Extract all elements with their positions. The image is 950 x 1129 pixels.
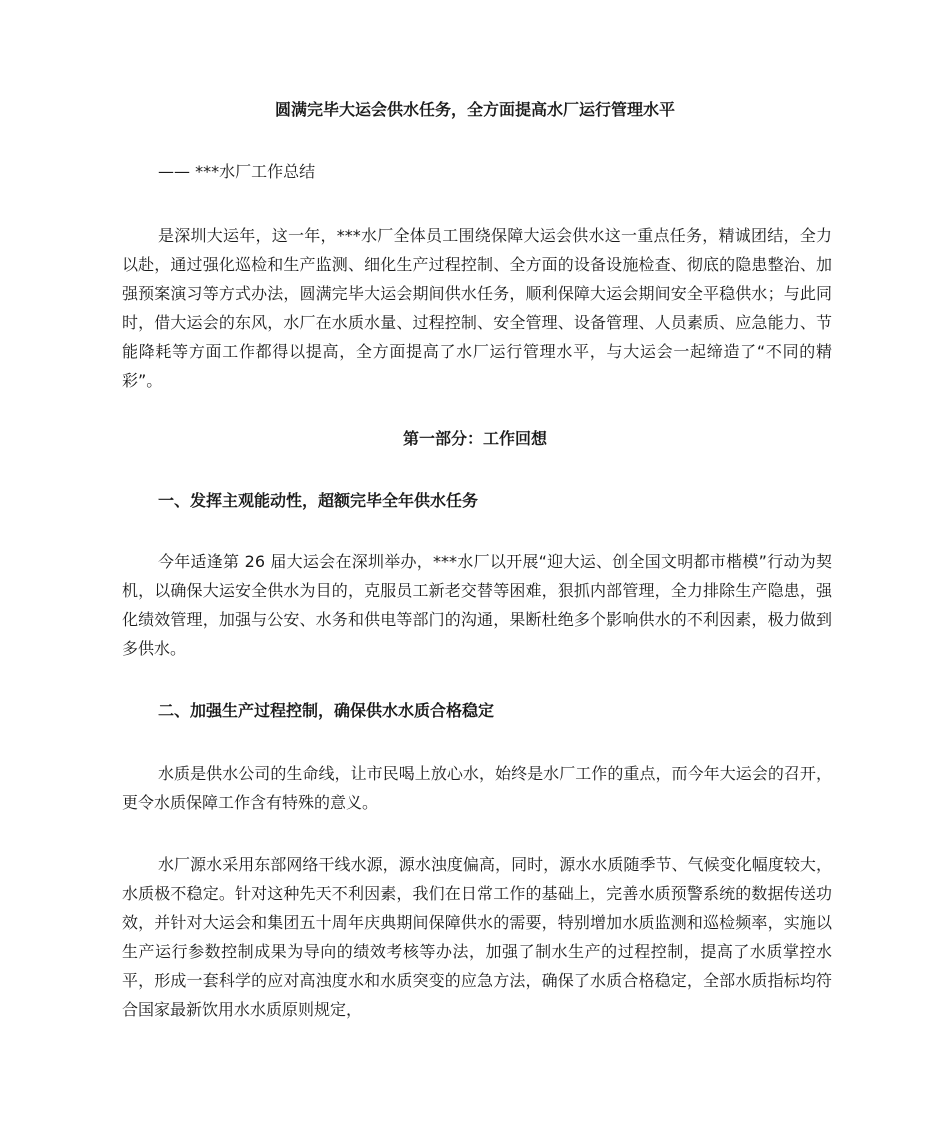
intro-paragraph: 是深圳大运年，这一年，***水厂全体员工围绕保障大运会供水这一重点任务，精诚团结，全力以赴，通过强化巡检和生产监测、细化生产过程控制、全方面的设备设施检查、彻底的隐患整治、加强预案演习等方式办法，圆满完毕大运会期间供水任务，顺利保障大运会期间安全平稳供水；与此同时，借大运会的东风，水厂在水质水量、过程控制、安全管理、设备管理、人员素质、应急能力、节能降耗等方面工作都得以提高，全方面提高了水厂运行管理水平，与大运会一起缔造了“不同的精彩”。 (122, 226, 832, 390)
paragraph-3: 水厂源水采用东部网络干线水源，源水浊度偏高，同时，源水水质随季节、气候变化幅度较大，水质极不稳定。针对这种先天不利因素，我们在日常工作的基础上，完善水质预警系统的数据传送功效，并针对大运会和集团五十周年庆典期间保障供水的需要，特别增加水质监测和巡检频率，实施以生产运行参数控制成果为导向的绩效考核等办法，加强了制水生产的过程控制，提高了水质掌控水平，形成一套科学的应对高浊度水和水质突变的应急方法，确保了水质合格稳定，全部水质指标均符合国家最新饮用水水质原则规定， (122, 855, 832, 1019)
paragraph-1: 今年适逢第 26 届大运会在深圳举办，***水厂以开展“迎大运、创全国文明都市楷模”行动为契机，以确保大运安全供水为目的，克服员工新老交替等困难，狠抓内部管理，全力排除生产隐患，强化绩效管理，加强与公安、水务和供电等部门的沟通，果断杜绝多个影响供水的不利因素，极力做到多供水。 (122, 552, 832, 658)
paragraph-2: 水质是供水公司的生命线，让市民喝上放心水，始终是水厂工作的重点，而今年大运会的召开，更令水质保障工作含有特殊的意义。 (122, 764, 832, 812)
heading-2: 二、加强生产过程控制，确保供水水质合格稳定 (158, 701, 495, 720)
heading-1: 一、发挥主观能动性，超额完毕全年供水任务 (158, 491, 479, 510)
document-subtitle: —— ***水厂工作总结 (158, 162, 316, 181)
section-heading: 第一部分：工作回想 (402, 429, 547, 448)
document-title: 圆满完毕大运会供水任务，全方面提高水厂运行管理水平 (274, 100, 675, 119)
